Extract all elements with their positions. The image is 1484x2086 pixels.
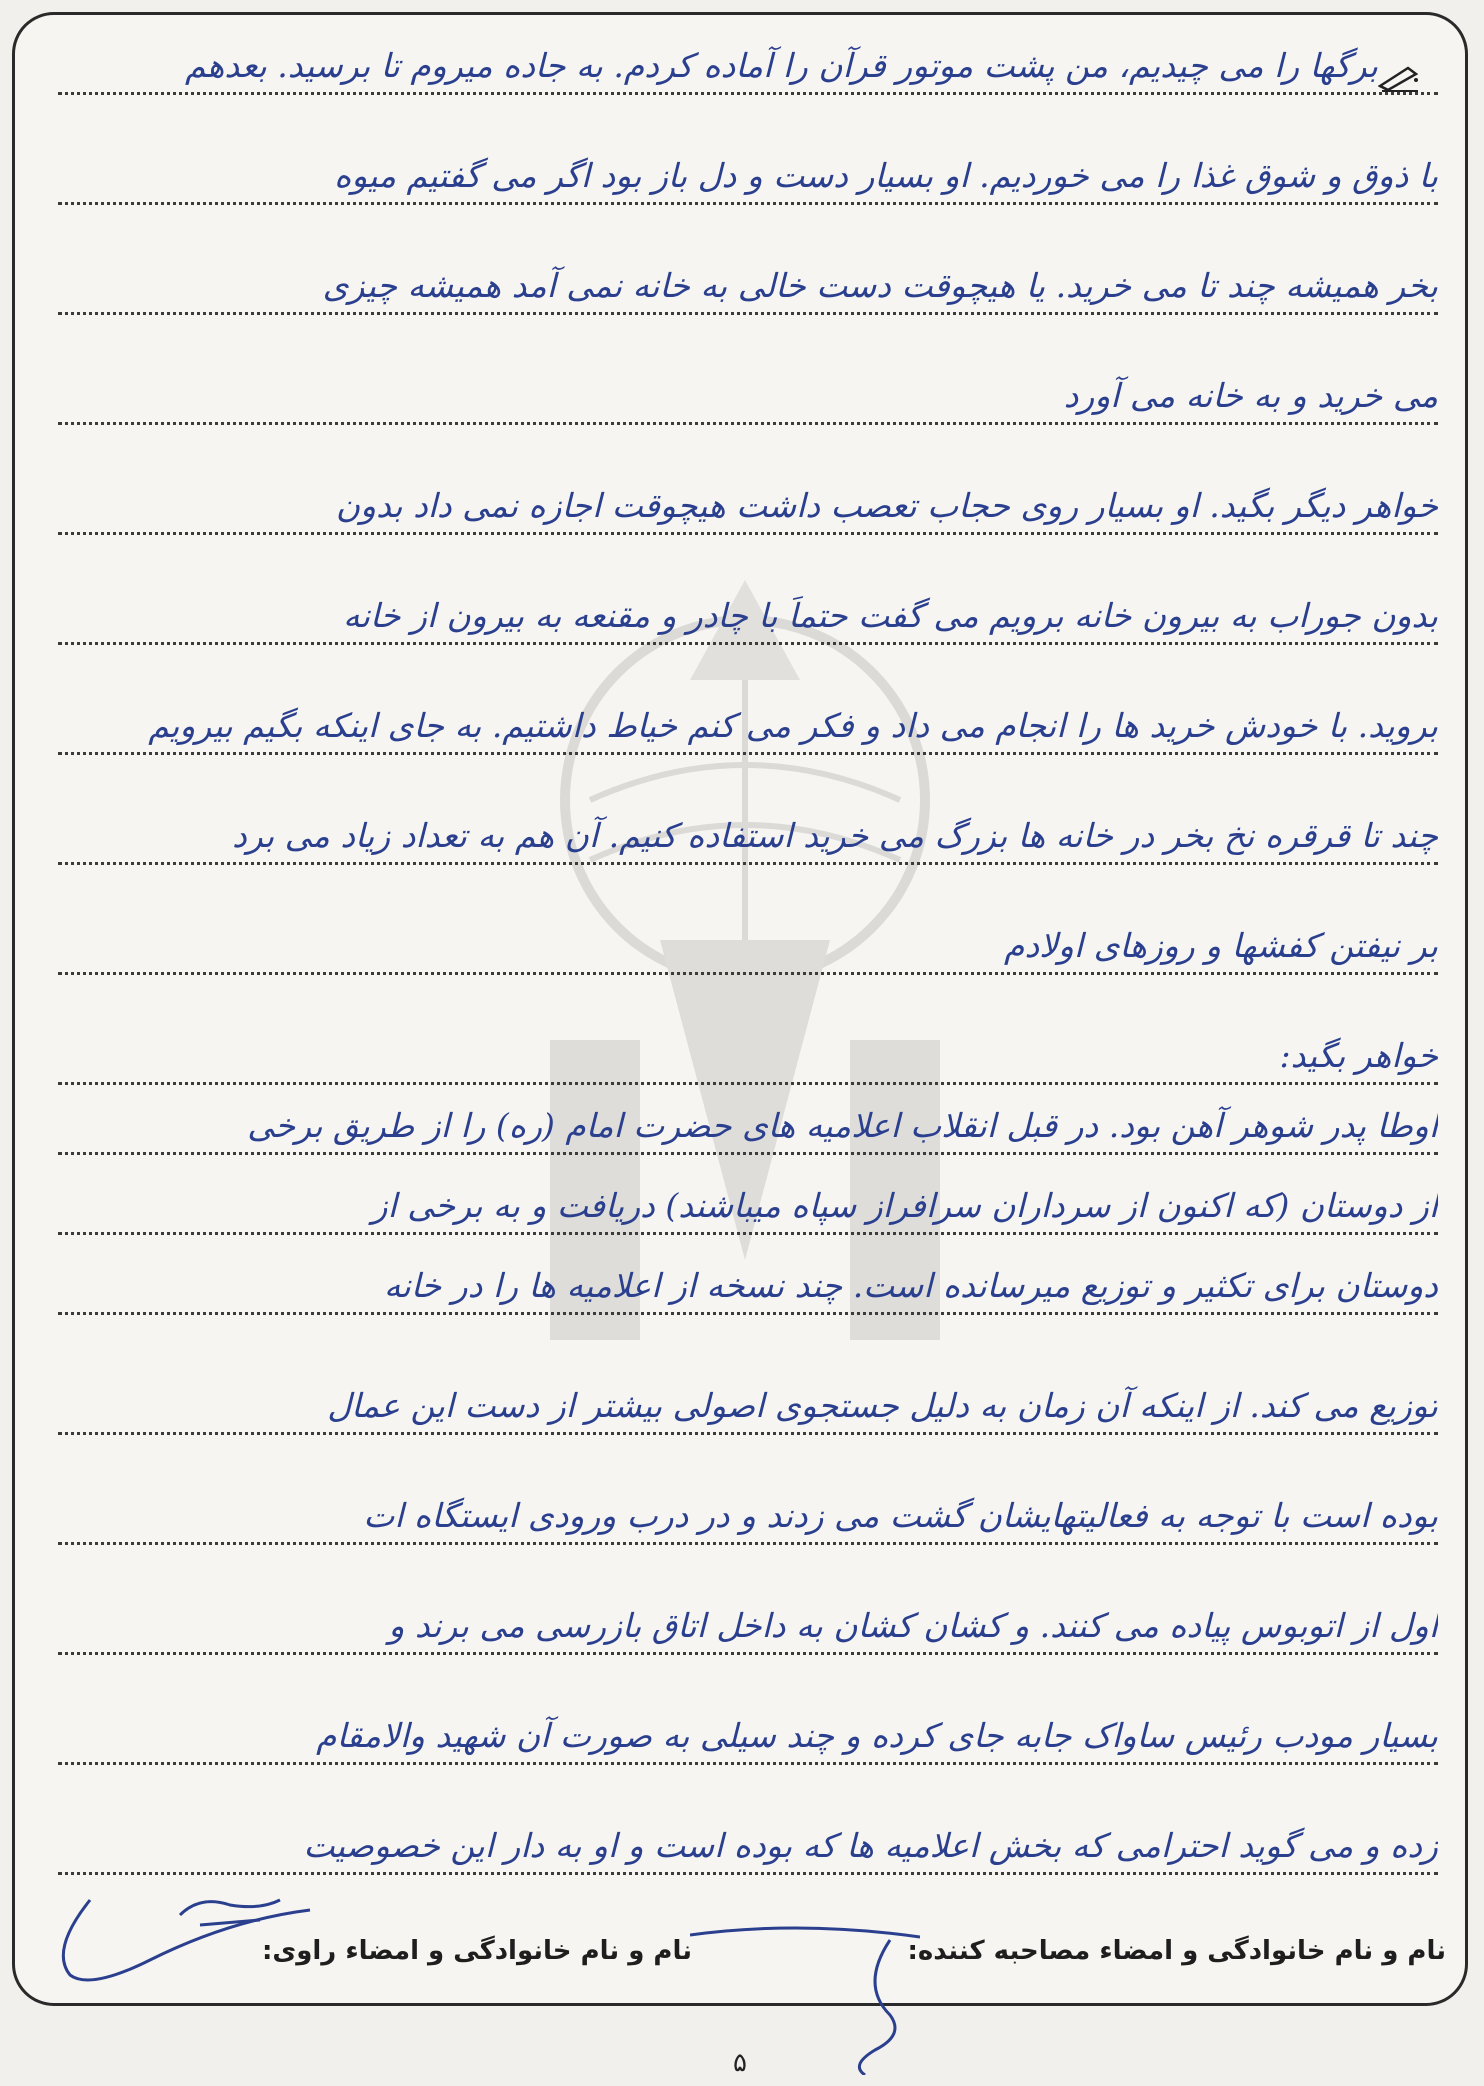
interviewer-signature-label: نام و نام خانوادگی و امضاء مصاحبه کننده: (907, 1936, 1446, 1966)
ruled-line-15 (58, 1470, 1438, 1545)
ruled-line-10 (58, 1010, 1438, 1085)
handwritten-line: می خرید و به خانه می آورد (1063, 376, 1438, 415)
handwritten-line: اول از اتوبوس پیاده می کنند. و کشان کشان به داخل اتاق بازرسی می برند و (388, 1606, 1438, 1645)
handwritten-line: خواهر دیگر بگید. او بسیار روی حجاب تعصب داشت هیچوقت اجازه نمی داد بدون (335, 486, 1438, 525)
ruled-line-12 (58, 1160, 1438, 1235)
handwritten-line: از دوستان (که اکنون از سرداران سرافراز سپاه میباشند) دریافت و به برخی از (371, 1186, 1438, 1225)
ruled-line-18 (58, 1800, 1438, 1875)
handwritten-line: بوده است با توجه به فعالیتهایشان گشت می زدند و در درب ورودی ایستگاه ات (363, 1496, 1438, 1535)
handwritten-line: برگها را می چیدیم، من پشت موتور قرآن را آماده کردم. به جاده میروم تا برسید. بعدهم (185, 46, 1378, 85)
handwritten-line: بدون جوراب به بیرون خانه برویم می گفت حتماً با چادر و مقنعه به بیرون از خانه (343, 596, 1438, 635)
ruled-line-5 (58, 460, 1438, 535)
handwritten-line: چند تا قرقره نخ بخر در خانه ها بزرگ می خرید استفاده کنیم. آن هم به تعداد زیاد می برد (232, 816, 1438, 855)
ruled-line-4 (58, 350, 1438, 425)
handwritten-line: خواهر بگید: (1279, 1036, 1438, 1075)
handwritten-line: دوستان برای تکثیر و توزیع میرسانده است. چند نسخه از اعلامیه ها را در خانه (383, 1266, 1438, 1305)
handwritten-line: با ذوق و شوق غذا را می خوردیم. او بسیار دست و دل باز بود اگر می گفتیم میوه (334, 156, 1438, 195)
handwritten-line: زده و می گوید احترامی که بخش اعلامیه ها که بوده است و او به دار این خصوصیت (303, 1826, 1438, 1865)
handwritten-line: بر نیفتن کفشها و روزهای اولادم (1004, 926, 1438, 965)
ruled-line-16 (58, 1580, 1438, 1655)
ruled-line-13 (58, 1240, 1438, 1315)
ruled-line-17 (58, 1690, 1438, 1765)
ruled-line-6 (58, 570, 1438, 645)
ruled-line-11 (58, 1080, 1438, 1155)
ruled-line-9 (58, 900, 1438, 975)
ruled-line-8 (58, 790, 1438, 865)
ruled-line-2 (58, 130, 1438, 205)
ruled-line-3 (58, 240, 1438, 315)
ruled-line-14 (58, 1360, 1438, 1435)
ruled-line-7 (58, 680, 1438, 755)
narrator-signature (30, 1880, 320, 1990)
handwritten-line: بسیار مودب رئیس ساواک جابه جای کرده و چند سیلی به صورت آن شهید والامقام (316, 1716, 1438, 1755)
handwritten-line: بخر همیشه چند تا می خرید. یا هیچوقت دست خالی به خانه نمی آمد همیشه چیزی (322, 266, 1438, 305)
handwritten-line: بروید. با خودش خرید ها را انجام می داد و فکر می کنم خیاط داشتیم. به جای اینکه بگیم بیرویم (148, 706, 1438, 745)
handwritten-line: توزیع می کند. از اینکه آن زمان به دلیل جستجوی اصولی بیشتر از دست این عمال (327, 1386, 1438, 1425)
ruled-line-1 (58, 20, 1438, 95)
narrator-signature-label: نام و نام خانوادگی و امضاء راوی: (262, 1936, 692, 1966)
page-number: ۵ (733, 2048, 747, 2078)
handwritten-line: اوطا پدر شوهر آهن بود. در قبل انقلاب اعلامیه های حضرت امام (ره) را از طریق برخی (247, 1106, 1438, 1145)
